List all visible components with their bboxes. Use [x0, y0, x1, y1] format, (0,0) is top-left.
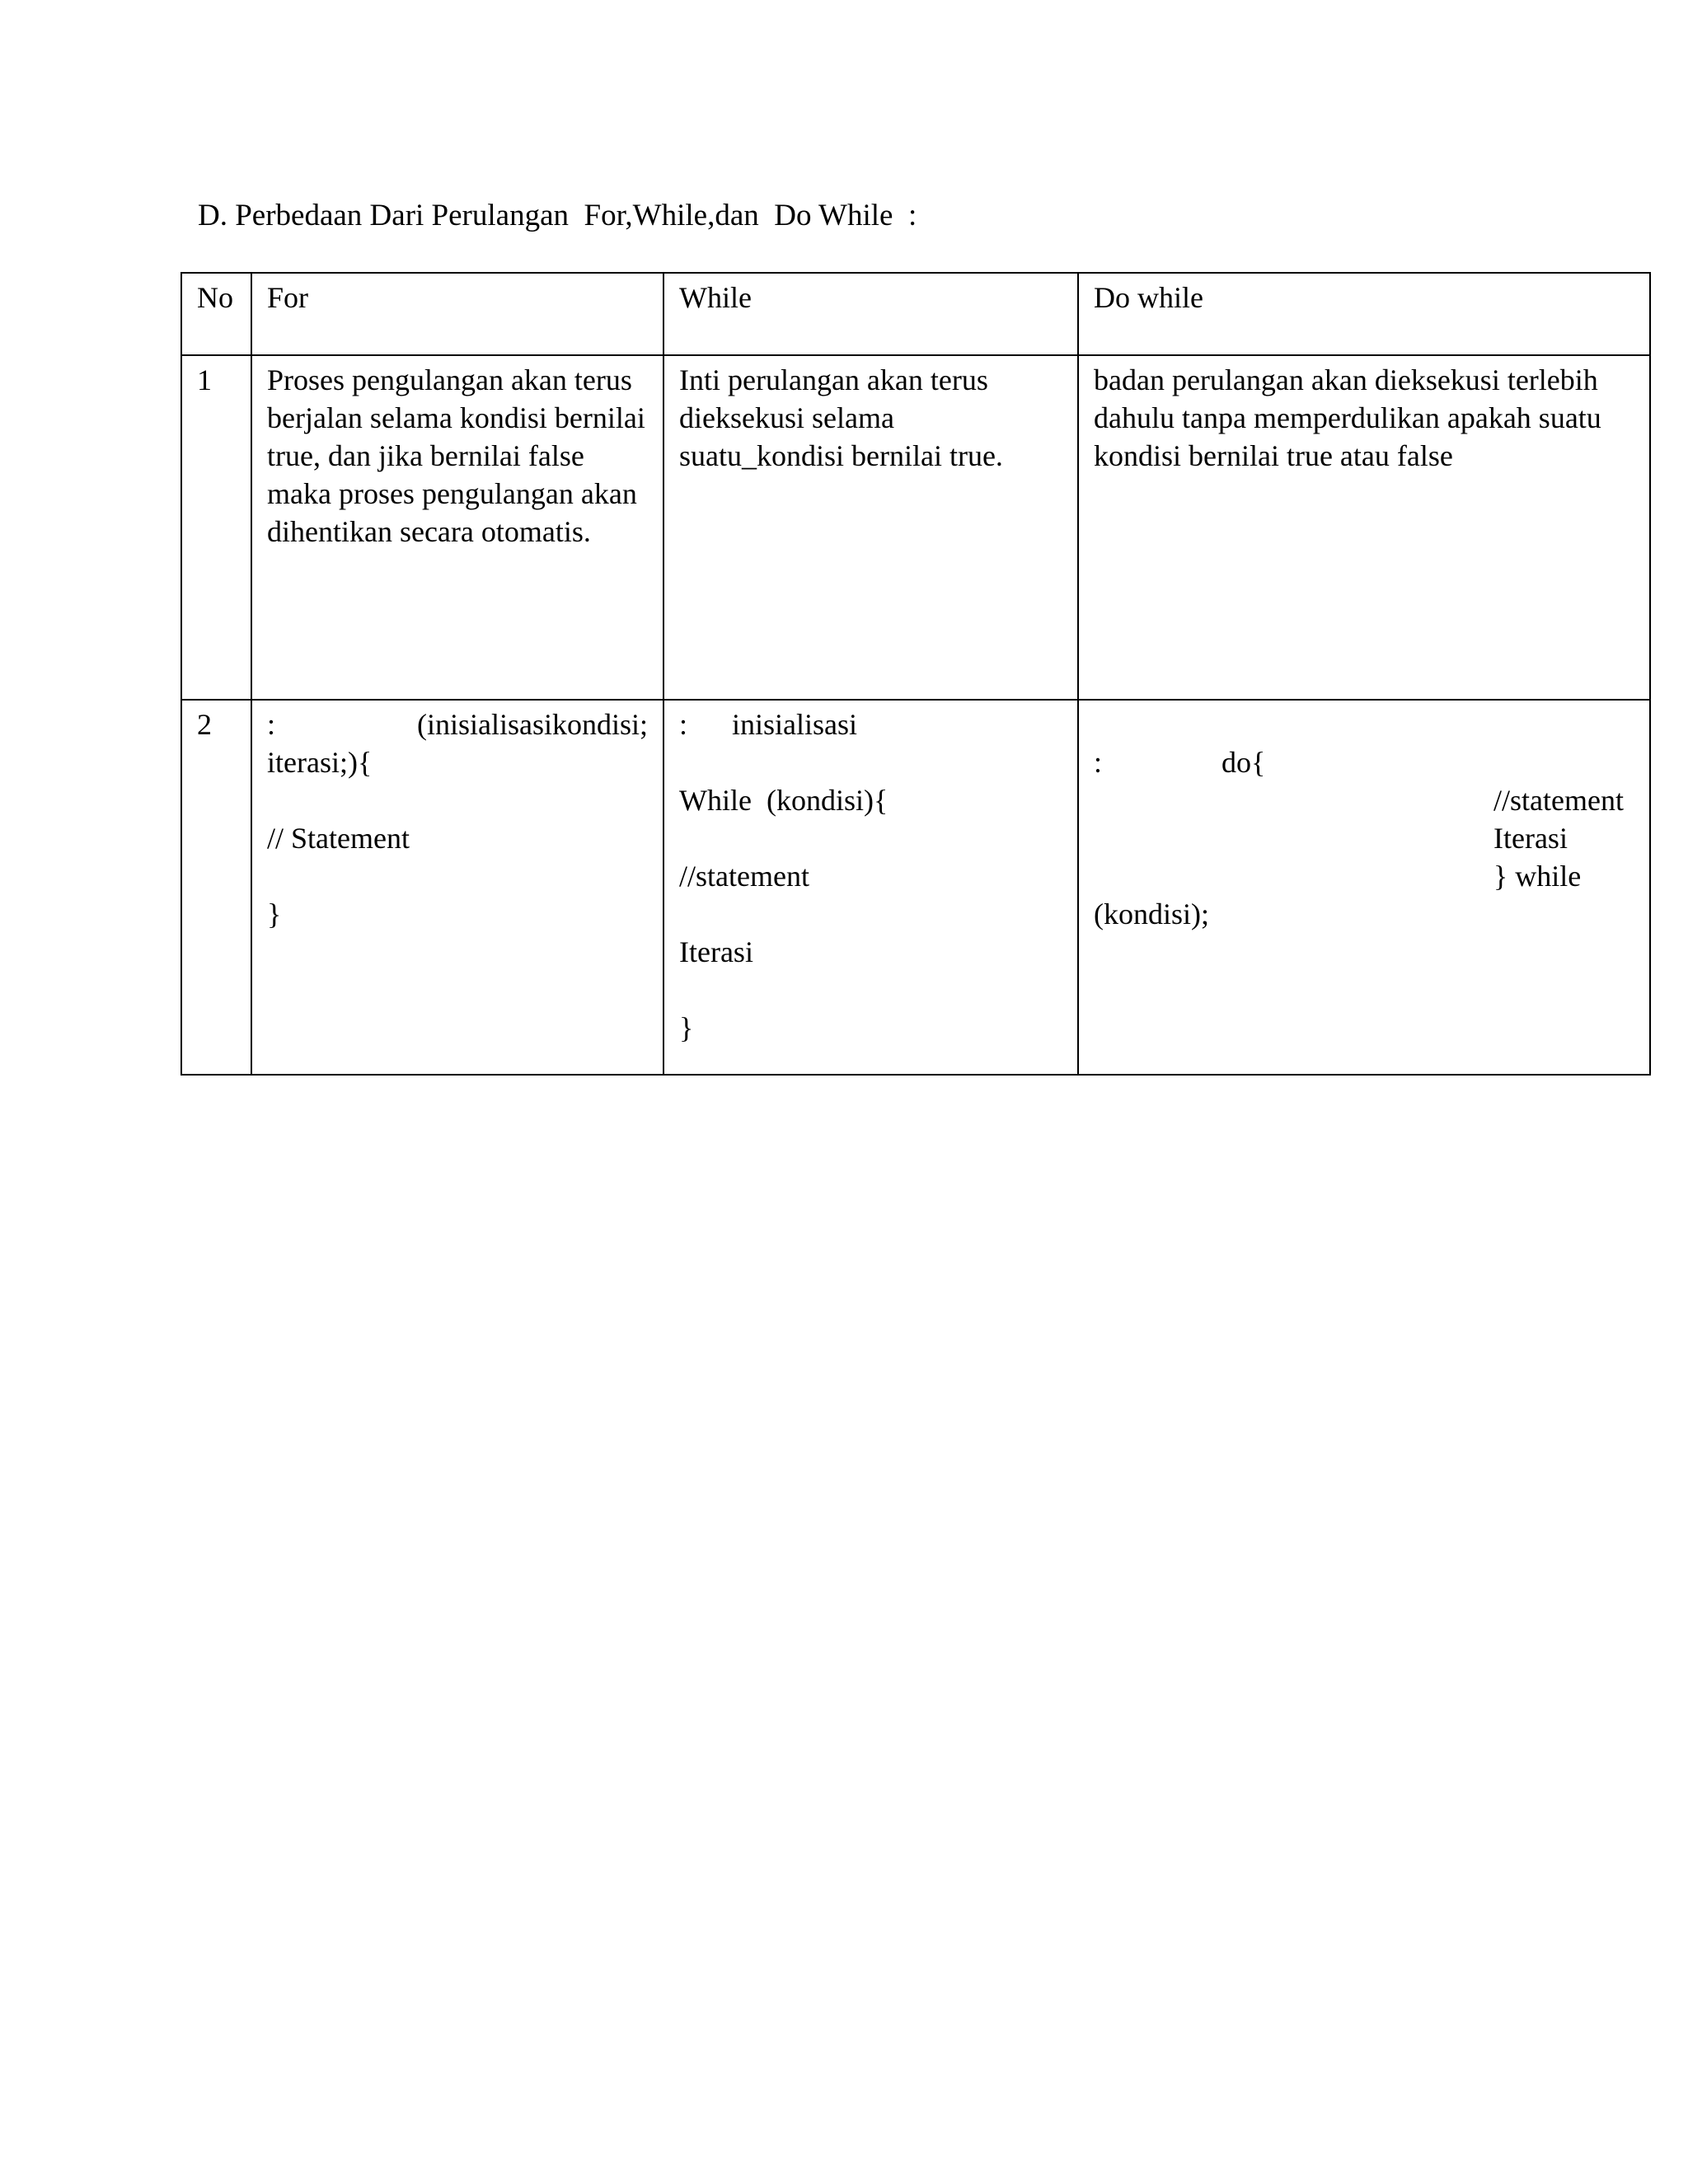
while-syntax-line2: While (kondisi){ — [679, 784, 889, 817]
while-syntax-line3: //statement — [679, 860, 809, 893]
row2-for-syntax — [251, 700, 663, 1075]
table-row — [181, 700, 1650, 1075]
while-syntax-line5: } — [679, 1011, 694, 1044]
for-syntax-line4: } — [267, 898, 282, 930]
for-syntax-line3: // Statement — [267, 822, 410, 855]
do-while-syntax-while: } while — [1493, 860, 1582, 893]
row2-while-syntax — [663, 700, 1078, 1075]
row1-while-description: Inti perulangan akan terus dieksekusi selama suatu_kondisi bernilai true. — [663, 355, 1078, 700]
for-syntax-line1 — [267, 705, 648, 743]
row1-do-while-description: badan perulangan akan dieksekusi terlebih dahulu tanpa memperdulikan apakah suatu kondisi bernilai true atau false — [1078, 355, 1650, 700]
for-syntax-colon: : — [267, 708, 276, 741]
table-row — [181, 355, 1650, 700]
header-for: For — [251, 273, 663, 355]
header-do-while: Do while — [1078, 273, 1650, 355]
row1-for-description: Proses pengulangan akan terus berjalan selama kondisi bernilai true, dan jika bernilai false maka proses pengulangan akan dihentikan secara otomatis. — [251, 355, 663, 700]
do-while-syntax-do: do{ — [1221, 746, 1266, 779]
do-while-syntax-line1 — [1094, 743, 1634, 781]
do-while-syntax-statement: //statement — [1493, 784, 1624, 817]
for-syntax-init: (inisialisasikondisi; — [416, 708, 648, 741]
do-while-syntax-iterasi: Iterasi — [1493, 822, 1568, 855]
do-while-syntax-kondisi: (kondisi); — [1094, 898, 1209, 930]
row1-number: 1 — [181, 355, 251, 700]
loop-comparison-table — [181, 272, 1651, 1076]
do-while-syntax-colon: : — [1094, 746, 1103, 779]
row2-number: 2 — [181, 700, 251, 1075]
row2-do-while-syntax — [1078, 700, 1650, 1075]
while-syntax-line1: : inisialisasi — [679, 708, 857, 741]
section-heading: D. Perbedaan Dari Perulangan For,While,dan Do While : — [198, 199, 917, 232]
for-syntax-line2: iterasi;){ — [267, 746, 373, 779]
table-header-row — [181, 273, 1650, 355]
header-while: While — [663, 273, 1078, 355]
header-no: No — [181, 273, 251, 355]
while-syntax-line4: Iterasi — [679, 935, 753, 968]
